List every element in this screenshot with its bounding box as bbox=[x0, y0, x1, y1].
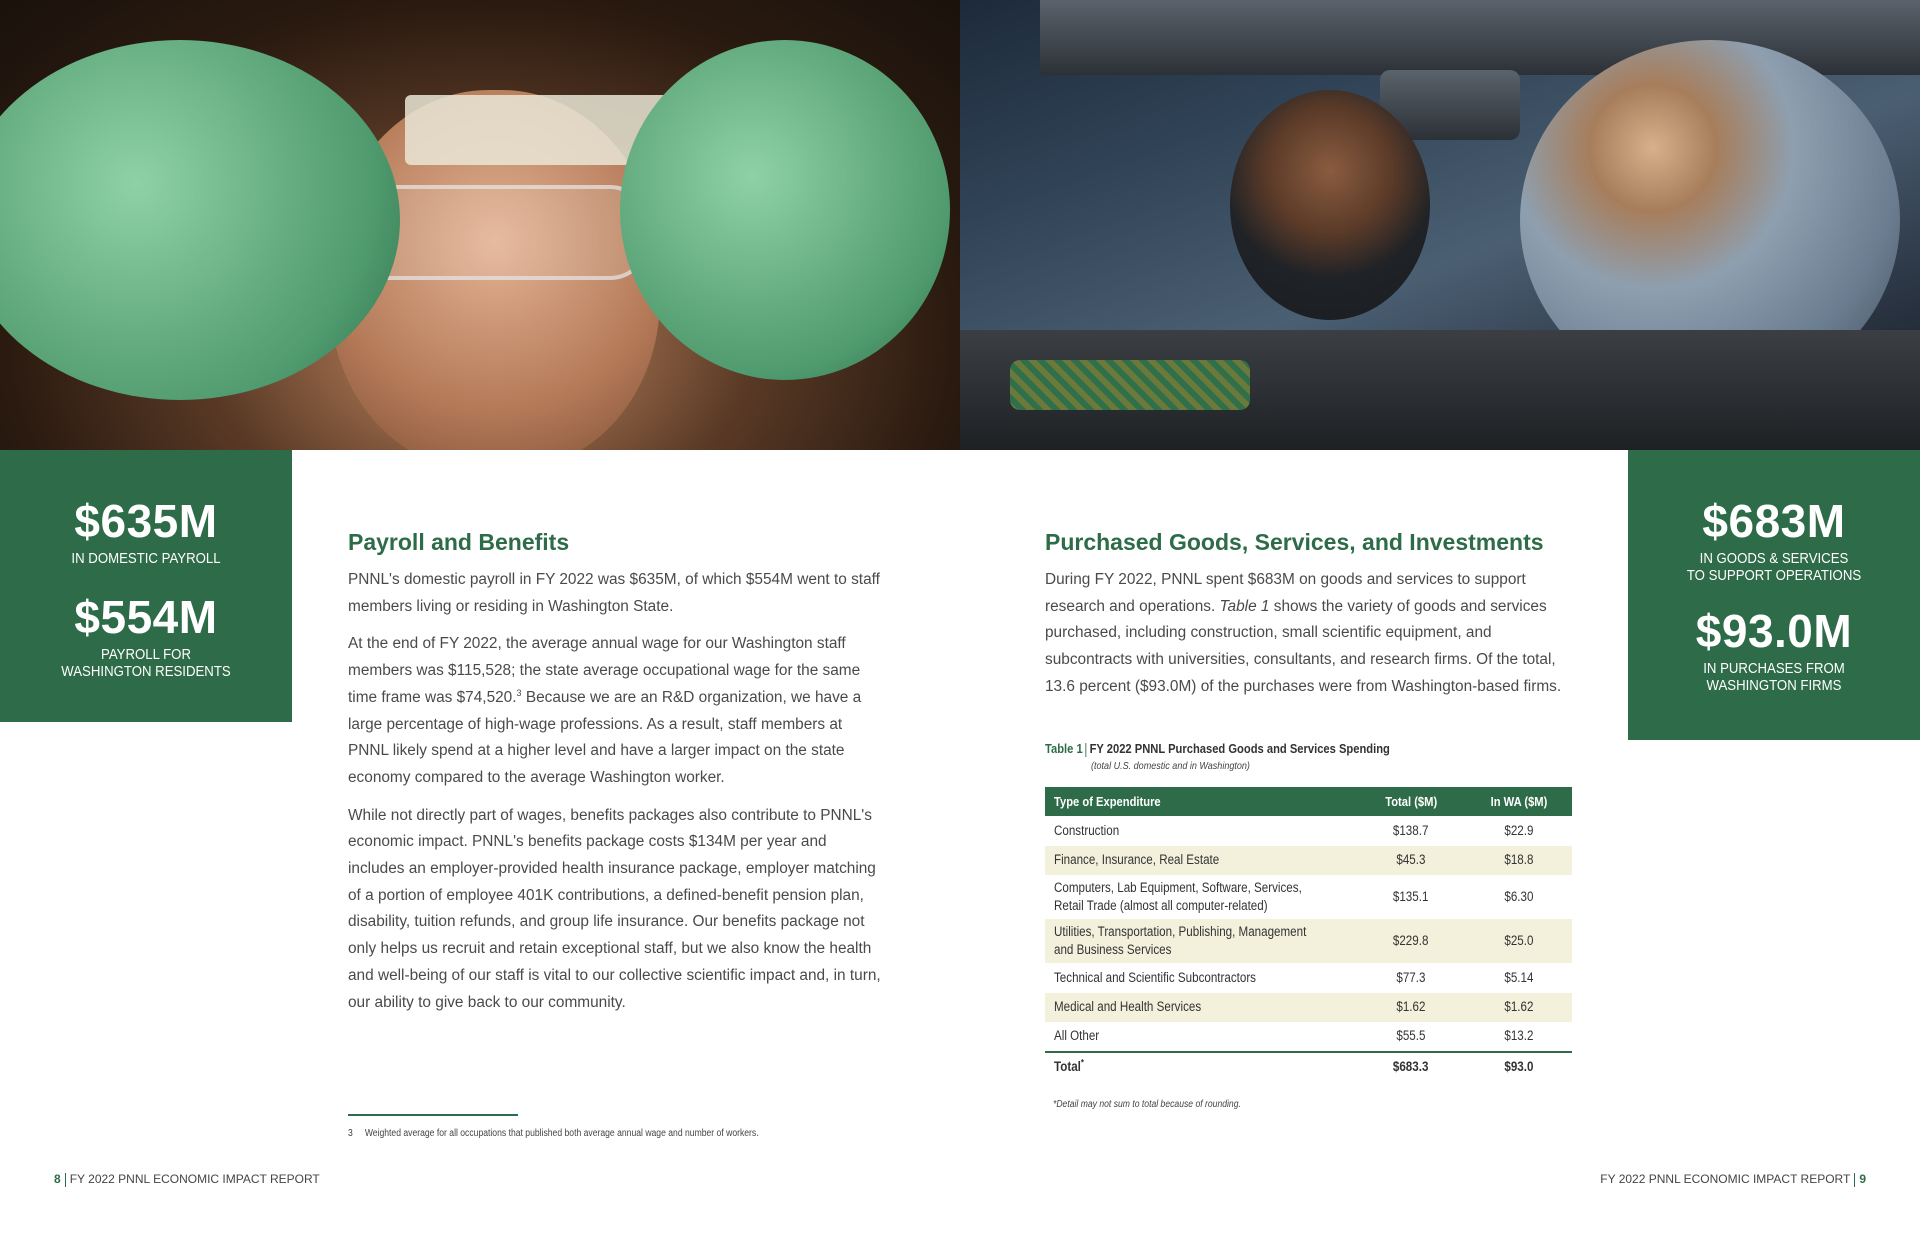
footer-divider bbox=[65, 1173, 66, 1187]
purchased-paragraph bbox=[1045, 567, 1575, 701]
table-title-line bbox=[1045, 741, 1501, 757]
stat-label-line: IN PURCHASES FROM bbox=[1703, 660, 1845, 677]
column-header-wa: In WA ($M) bbox=[1466, 787, 1572, 816]
footnote bbox=[348, 1128, 759, 1139]
cell-total: $135.1 bbox=[1393, 889, 1429, 904]
cell-total: $1.62 bbox=[1356, 993, 1465, 1023]
page-number: 9 bbox=[1859, 1172, 1866, 1186]
stat-value: $635M bbox=[74, 495, 218, 547]
cell-total: $55.5 bbox=[1396, 1028, 1426, 1044]
column-header-total: Total ($M) bbox=[1356, 787, 1465, 816]
table-label: Table 1 bbox=[1045, 741, 1083, 756]
cell-total: $683.3 bbox=[1356, 1052, 1465, 1082]
stat-goods-services bbox=[1628, 495, 1920, 584]
cell-total: $229.8 bbox=[1356, 919, 1465, 963]
stat-label: IN DOMESTIC PAYROLL bbox=[71, 550, 221, 567]
cell-wa: $18.8 bbox=[1466, 846, 1572, 876]
caption-divider bbox=[1085, 743, 1086, 757]
footnote-text: Weighted average for all occupations that published both average annual wage and number of workers. bbox=[364, 1128, 759, 1139]
payroll-stats-panel bbox=[0, 450, 292, 722]
table-caption bbox=[1045, 741, 1575, 772]
stat-label-line: WASHINGTON RESIDENTS bbox=[61, 663, 231, 680]
stat-value: $93.0M bbox=[1695, 605, 1853, 657]
table-row bbox=[1045, 993, 1572, 1023]
footer-right bbox=[1600, 1172, 1866, 1187]
payroll-paragraph-2-part-1: At the end of FY 2022, the average annual wage for our Washington staff members was $115,528; the state average occupational wage for the same time frame was $74,520. bbox=[348, 635, 861, 706]
stat-wa-purchases bbox=[1628, 605, 1920, 694]
stat-value: $554M bbox=[74, 591, 218, 643]
cell-wa: $25.0 bbox=[1466, 919, 1572, 963]
stat-label-line: IN GOODS & SERVICES bbox=[1699, 550, 1849, 567]
payroll-heading: Payroll and Benefits bbox=[348, 529, 570, 555]
footer-report-title: FY 2022 PNNL ECONOMIC IMPACT REPORT bbox=[1600, 1172, 1851, 1186]
table-header-row bbox=[1045, 787, 1572, 816]
stat-label-line: WASHINGTON FIRMS bbox=[1706, 677, 1842, 694]
stat-value: $683M bbox=[1702, 495, 1846, 547]
cell-type: Technical and Scientific Subcontractors bbox=[1054, 969, 1256, 985]
table-reference: Table 1 bbox=[1219, 597, 1270, 615]
table-row bbox=[1045, 846, 1572, 876]
cell-type: Medical and Health Services bbox=[1045, 993, 1356, 1023]
stat-label-line: PAYROLL FOR bbox=[101, 646, 191, 663]
footnote-number: 3 bbox=[348, 1128, 353, 1139]
cell-wa: $1.62 bbox=[1466, 993, 1572, 1023]
column-header-type: Type of Expenditure bbox=[1045, 787, 1356, 816]
cell-wa: $22.9 bbox=[1504, 822, 1534, 838]
payroll-paragraph-2 bbox=[348, 631, 883, 791]
cell-total: $138.7 bbox=[1393, 822, 1429, 838]
footer-divider bbox=[1854, 1173, 1855, 1187]
table-row bbox=[1045, 919, 1572, 963]
cell-wa: $93.0 bbox=[1466, 1052, 1572, 1082]
footer-left bbox=[54, 1172, 320, 1187]
payroll-body bbox=[348, 567, 883, 1027]
spending-table bbox=[1045, 787, 1572, 1081]
footnote-divider bbox=[348, 1114, 518, 1116]
table-row bbox=[1045, 875, 1572, 919]
cell-type: Utilities, Transportation, Publishing, Management and Business Services bbox=[1045, 919, 1356, 963]
cell-type: Finance, Insurance, Real Estate bbox=[1045, 846, 1356, 876]
payroll-paragraph-3: While not directly part of wages, benefits packages also contribute to PNNL's economic impact. PNNL's benefits package costs $134M per year and includes an employer-provided health insurance package, employer matching of a portion of employee 401K contributions, a defined-benefit pension plan, disability, tuition refunds, and group life insurance. Our benefits package not only helps us recruit and retain exceptional staff, but we also know the health and well-being of our staff is vital to our collective scientific impact and, in turn, our ability to give back to our community. bbox=[348, 806, 881, 1011]
payroll-paragraph-1: PNNL's domestic payroll in FY 2022 was $635M, of which $554M went to staff members living or residing in Washington State. bbox=[348, 571, 880, 615]
table-row bbox=[1045, 1022, 1572, 1052]
table-note: *Detail may not sum to total because of rounding. bbox=[1053, 1099, 1241, 1110]
cell-wa: $5.14 bbox=[1504, 969, 1534, 985]
cell-type: All Other bbox=[1054, 1028, 1100, 1044]
table-row bbox=[1045, 816, 1572, 846]
cell-type: Construction bbox=[1054, 822, 1120, 838]
stat-domestic-payroll bbox=[0, 495, 292, 567]
lab-researcher-photo bbox=[0, 0, 960, 450]
table-row bbox=[1045, 963, 1572, 993]
footer-report-title: FY 2022 PNNL ECONOMIC IMPACT REPORT bbox=[69, 1172, 320, 1186]
purchased-paragraph-part-1: During FY 2022, PNNL spent $683M on goods and services to support research and operations. bbox=[1045, 571, 1526, 615]
engineer-left bbox=[1230, 90, 1430, 320]
purchased-body bbox=[1045, 567, 1575, 712]
table-total-row bbox=[1045, 1052, 1572, 1082]
lab-engineers-photo bbox=[960, 0, 1920, 450]
cell-total-label: Total* bbox=[1045, 1052, 1356, 1082]
stat-wa-payroll bbox=[0, 591, 292, 680]
table-title: FY 2022 PNNL Purchased Goods and Services Spending bbox=[1089, 741, 1390, 756]
cell-wa: $13.2 bbox=[1504, 1028, 1534, 1044]
cell-total: $45.3 bbox=[1356, 846, 1465, 876]
cell-wa: $6.30 bbox=[1504, 889, 1534, 904]
purchasing-stats-panel bbox=[1628, 450, 1920, 740]
stat-label-line: TO SUPPORT OPERATIONS bbox=[1686, 567, 1862, 584]
cell-type: Computers, Lab Equipment, Software, Services, Retail Trade (almost all computer-related) bbox=[1054, 880, 1302, 913]
cell-total: $77.3 bbox=[1396, 969, 1426, 985]
right-glove bbox=[620, 40, 950, 380]
green-mat bbox=[1010, 360, 1250, 410]
purchased-heading: Purchased Goods, Services, and Investments bbox=[1045, 529, 1544, 555]
table-subtitle: (total U.S. domestic and in Washington) bbox=[1091, 759, 1250, 772]
payroll-paragraph-2-part-2: Because we are an R&D organization, we have a large percentage of high-wage professions. As a result, staff members at PNNL likely spend at a higher level and have a larger impact on the state economy compared to the average Washington worker. bbox=[348, 688, 862, 786]
footnote-ref: 3 bbox=[516, 687, 522, 698]
page-number: 8 bbox=[54, 1172, 61, 1186]
purchased-paragraph-part-2: shows the variety of goods and services purchased, including construction, small scientific equipment, and subcontracts with universities, consultants, and research firms. Of the total, 13.6 percent ($93.0M) of the purchases were from Washington-based firms. bbox=[1045, 597, 1562, 695]
